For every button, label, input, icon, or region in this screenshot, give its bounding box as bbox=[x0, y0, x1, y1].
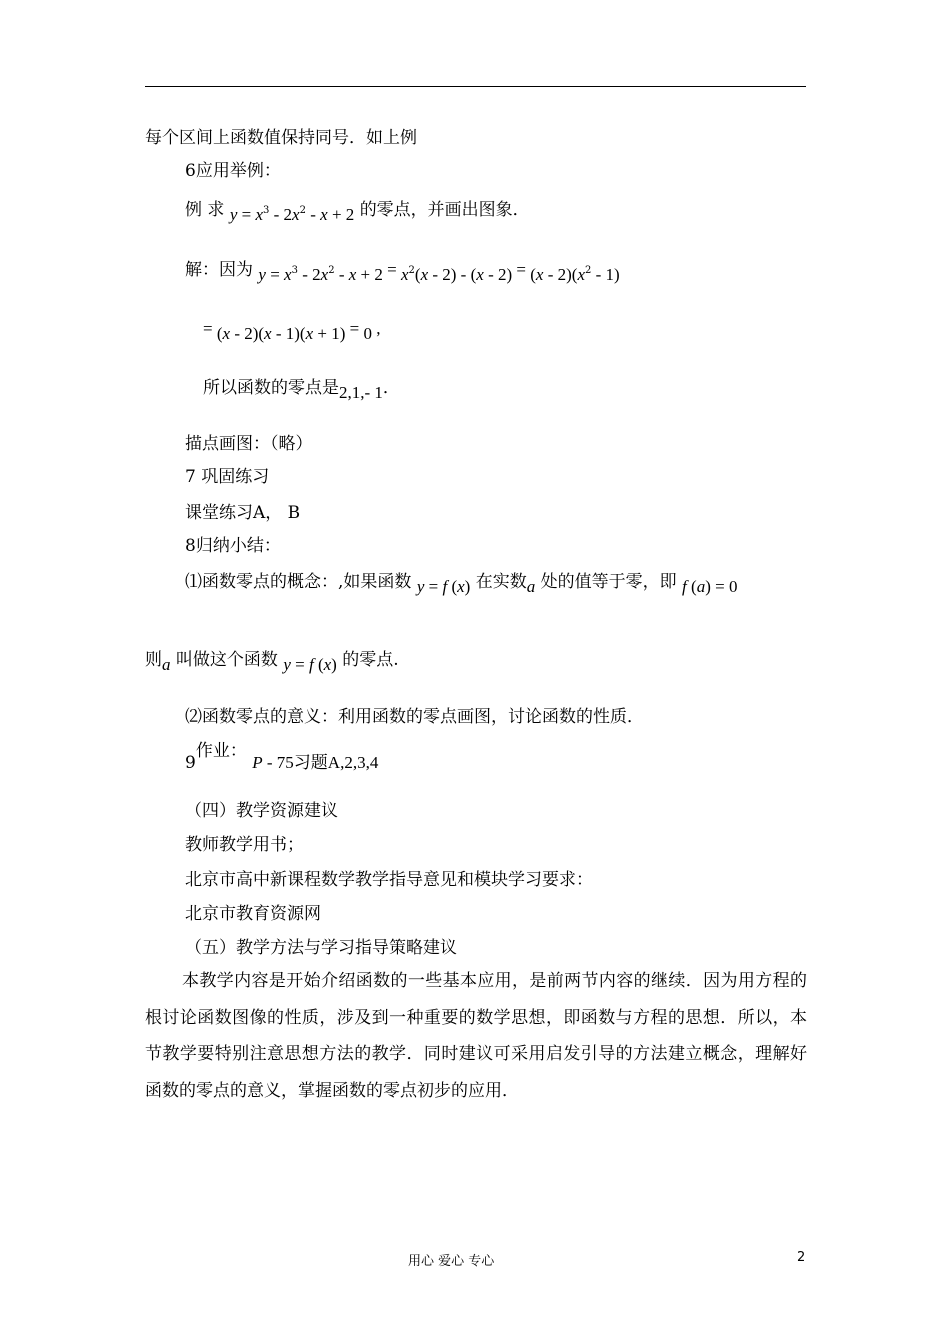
resource-1: 教师教学用书； bbox=[185, 835, 304, 855]
concept-1-e: 叫做这个函数 bbox=[175, 650, 278, 670]
solution-label: 解：因为 bbox=[185, 260, 253, 280]
section-7-heading: 7 巩固练习 bbox=[185, 467, 270, 487]
draw-line: 描点画图：（略） bbox=[185, 434, 313, 454]
concept-1-b: 在实数 bbox=[475, 572, 527, 592]
factorization-line: = (x - 2)(x - 1)(x + 1) = 0 , bbox=[203, 319, 381, 343]
homework-label: 作业： bbox=[195, 741, 247, 761]
fx-expression-2: y = f (x) bbox=[283, 655, 337, 674]
section-4-heading: （四）教学资源建议 bbox=[185, 801, 338, 821]
section-8-heading: 8归纳小结： bbox=[185, 536, 281, 556]
var-a-2: a bbox=[162, 655, 171, 674]
fx-expression: y = f (x) bbox=[416, 577, 471, 596]
zeros-line bbox=[203, 377, 400, 402]
section-6-heading: 6应用举例： bbox=[185, 161, 281, 181]
footer-center: 用心 爱心 专心 bbox=[408, 1254, 495, 1269]
zeros-value: 2,1,- 1 bbox=[339, 383, 383, 402]
example-line bbox=[185, 199, 530, 224]
concept-1-f: 的零点. bbox=[342, 650, 399, 670]
example-label: 例 求 bbox=[185, 200, 225, 220]
text-line-1: 每个区间上函数值保持同号．如上例 bbox=[145, 128, 417, 148]
header-rule bbox=[145, 86, 806, 87]
zeros-end: ． bbox=[382, 378, 400, 398]
body-paragraph: 本教学内容是开始介绍函数的一些基本应用，是前两节内容的继续．因为用方程的根讨论函数图像的性质，涉及到一种重要的数学思想，即函数与方程的思想．所以，本节教学要特别注意思想方法的教学．同时建议可采用启发引导的方法建立概念，理解好函数的零点的意义，掌握函数的零点初步的应用． bbox=[145, 971, 807, 1101]
example-suffix: 的零点，并画出图象． bbox=[359, 200, 530, 220]
zeros-label: 所以函数的零点是 bbox=[203, 378, 339, 398]
concept-1-d: 则 bbox=[145, 650, 162, 670]
concept-1-a: ⑴函数零点的概念：,如果函数 bbox=[185, 572, 412, 592]
page-number: 2 bbox=[797, 1250, 806, 1265]
homework-number: 9 bbox=[185, 753, 196, 773]
concept-2-line: ⑵函数零点的意义：利用函数的零点画图，讨论函数的性质． bbox=[185, 707, 644, 727]
practice-line: 课堂练习A， B bbox=[185, 503, 301, 523]
concept-1-line bbox=[185, 571, 738, 596]
concept-1-continuation bbox=[145, 649, 399, 674]
var-a: a bbox=[526, 577, 536, 596]
solution-equation: $y = x^3 - 2x^2 - x + 2$ bbox=[258, 265, 388, 284]
section-5-heading: （五）教学方法与学习指导策略建议 bbox=[185, 938, 457, 958]
solution-line: 解：因为 $y = x^3 - 2x^2 - x + 2 = x^2(x - 2) - (x - 2) = (x - 2)(x^2 - 1)$ bbox=[185, 260, 620, 284]
homework-assignment: P - 75习题A,2,3,4 bbox=[252, 753, 379, 772]
resource-2: 北京市高中新课程数学教学指导意见和模块学习要求： bbox=[185, 870, 593, 890]
example-equation: $y = x^3 - 2x^2 - x + 2$ bbox=[229, 205, 355, 224]
homework-line bbox=[185, 740, 378, 780]
fa-equals-zero: f (a) = 0 bbox=[682, 577, 738, 596]
resource-3: 北京市教育资源网 bbox=[185, 904, 321, 924]
concept-1-c: 处的值等于零，即 bbox=[540, 572, 677, 592]
